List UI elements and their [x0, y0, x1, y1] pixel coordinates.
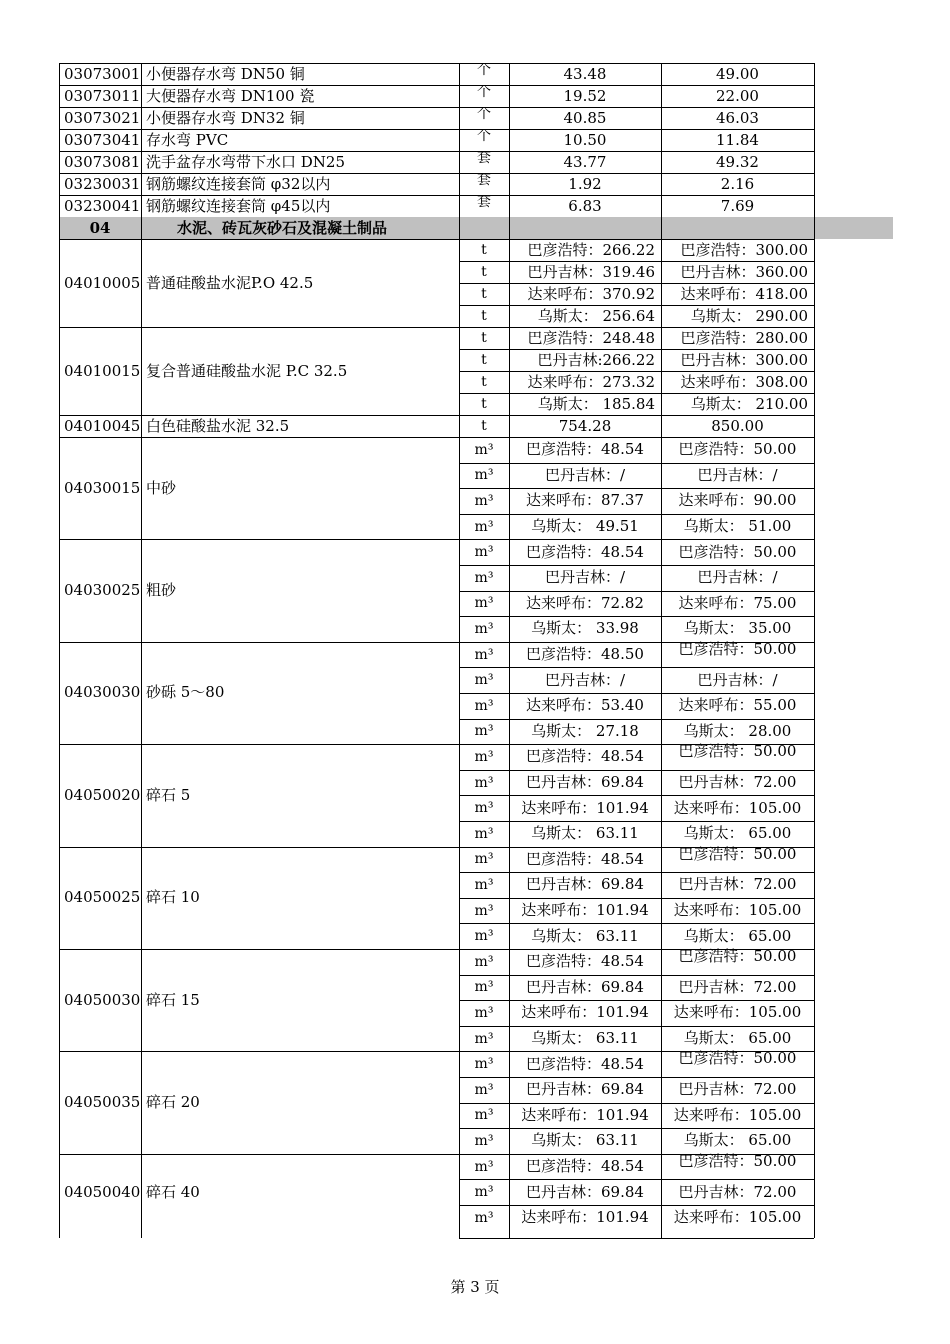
- price-cell: 达来呼布：105.00: [673, 798, 802, 817]
- item-name: 碎石 5: [146, 785, 191, 804]
- unit-cell: m³: [474, 1158, 494, 1175]
- grid-line: [814, 63, 815, 1238]
- price-incl-cell: 乌斯太： 33.98: [531, 619, 639, 638]
- price-incl-cell: 754.28: [558, 416, 612, 435]
- price-cell: 达来呼布：105.00: [673, 1208, 802, 1227]
- item-code: 04050030: [64, 990, 141, 1009]
- price-cell: 巴彦浩特：50.00: [678, 947, 797, 965]
- price-cell: 达来呼布：90.00: [678, 491, 797, 510]
- unit-cell: m³: [474, 979, 494, 996]
- unit-cell: m³: [474, 928, 494, 945]
- price-incl-cell: 巴丹吉林：/: [544, 465, 626, 484]
- grid-line: [459, 1238, 814, 1239]
- price-cell: 2.16: [720, 174, 755, 193]
- item-name: 小便器存水弯 DN50 铜: [146, 64, 305, 83]
- unit-cell: 套: [477, 173, 491, 188]
- section-code: 04: [59, 217, 141, 239]
- price-incl-cell: 1.92: [568, 174, 602, 193]
- item-name: 存水弯 PVC: [146, 130, 229, 149]
- unit-cell: t: [481, 396, 487, 412]
- price-incl-cell: 达来呼布：87.37: [526, 491, 644, 510]
- price-incl-cell: 巴彦浩特：48.54: [526, 542, 644, 561]
- item-code: 03073021: [64, 108, 141, 127]
- item-code: 04010015: [64, 361, 141, 380]
- price-cell: 巴彦浩特：50.00: [678, 742, 797, 761]
- item-code: 04050020: [64, 785, 141, 804]
- item-name: 碎石 20: [146, 1093, 200, 1112]
- unit-cell: 个: [477, 107, 491, 122]
- unit-cell: m³: [474, 569, 494, 586]
- price-incl-cell: 6.83: [568, 196, 602, 215]
- unit-cell: t: [481, 308, 487, 324]
- unit-cell: m³: [474, 441, 494, 458]
- unit-cell: m³: [474, 1030, 494, 1047]
- price-incl-cell: 10.50: [563, 130, 607, 149]
- unit-cell: m³: [474, 723, 494, 740]
- item-name: 大便器存水弯 DN100 瓷: [146, 86, 315, 105]
- unit-cell: m³: [474, 851, 494, 868]
- unit-cell: m³: [474, 467, 494, 484]
- price-incl-cell: 乌斯太： 63.11: [531, 1029, 639, 1048]
- price-incl-cell: 巴丹吉林：69.84: [526, 1182, 644, 1201]
- price-cell: 22.00: [716, 86, 759, 105]
- price-cell: 巴彦浩特：50.00: [678, 440, 797, 459]
- price-incl-cell: 巴彦浩特：48.54: [526, 849, 644, 868]
- price-incl-cell: 达来呼布：101.94: [521, 1208, 649, 1227]
- price-incl-cell: 巴丹吉林：/: [544, 568, 626, 587]
- unit-cell: t: [481, 352, 487, 368]
- price-cell: 巴丹吉林：72.00: [678, 977, 797, 996]
- price-cell: 巴彦浩特：50.00: [678, 1151, 797, 1170]
- price-incl-cell: 乌斯太： 27.18: [531, 721, 639, 740]
- price-cell: 850.00: [711, 416, 764, 435]
- unit-cell: t: [481, 330, 487, 346]
- unit-cell: m³: [474, 620, 494, 637]
- page-number: 第 3 页: [450, 1278, 500, 1296]
- item-name: 砂砾 5～80: [146, 683, 225, 702]
- price-incl-cell: 乌斯太： 63.11: [531, 926, 639, 945]
- unit-cell: m³: [474, 774, 494, 791]
- unit-cell: m³: [474, 1209, 494, 1226]
- price-incl-cell: 43.48: [563, 64, 607, 83]
- price-incl-cell: 巴彦浩特：48.54: [526, 952, 644, 971]
- item-code: 04030015: [64, 478, 141, 497]
- grid-line: [141, 63, 142, 1238]
- price-incl-cell: 乌斯太： 49.51: [531, 517, 639, 536]
- unit-cell: m³: [474, 1056, 494, 1073]
- unit-cell: m³: [474, 492, 494, 509]
- price-incl-cell: 40.85: [563, 108, 607, 127]
- unit-cell: m³: [474, 518, 494, 535]
- unit-cell: m³: [474, 902, 494, 919]
- grid-line: [661, 63, 662, 1238]
- price-incl-cell: 巴丹吉林：69.84: [526, 1080, 644, 1099]
- price-cell: 7.69: [720, 196, 755, 215]
- price-cell: 达来呼布：105.00: [673, 901, 802, 920]
- item-name: 粗砂: [146, 581, 177, 600]
- price-incl-cell: 乌斯太： 63.11: [531, 824, 639, 843]
- price-incl-cell: 巴彦浩特：48.54: [526, 747, 644, 766]
- item-name: 普通硅酸盐水泥P.O 42.5: [146, 273, 314, 292]
- unit-cell: t: [481, 242, 487, 258]
- price-incl-cell: 达来呼布：72.82: [526, 593, 644, 612]
- price-incl-cell: 乌斯太： 185.84: [537, 394, 655, 413]
- price-cell: 巴丹吉林：72.00: [678, 1182, 797, 1201]
- unit-cell: 套: [477, 151, 491, 166]
- price-cell: 巴丹吉林：72.00: [678, 875, 797, 894]
- item-code: 04010005: [64, 273, 141, 292]
- price-cell: 达来呼布：75.00: [678, 593, 797, 612]
- grid-line: [509, 63, 510, 1238]
- unit-cell: m³: [474, 697, 494, 714]
- unit-cell: m³: [474, 876, 494, 893]
- unit-cell: 个: [477, 63, 491, 78]
- unit-cell: 套: [477, 195, 491, 210]
- price-incl-cell: 巴彦浩特：48.54: [526, 1157, 644, 1176]
- item-code: 03073081: [64, 152, 141, 171]
- price-incl-cell: 巴丹吉林：69.84: [526, 977, 644, 996]
- unit-cell: m³: [474, 1081, 494, 1098]
- price-cell: 达来呼布：308.00: [680, 372, 808, 391]
- unit-cell: m³: [474, 748, 494, 765]
- price-incl-cell: 巴丹吉林：319.46: [527, 262, 655, 281]
- grid-line: [459, 63, 460, 1238]
- item-code: 03230041: [64, 196, 141, 215]
- price-incl-cell: 达来呼布：101.94: [521, 1003, 649, 1022]
- item-name: 碎石 40: [146, 1182, 200, 1201]
- unit-cell: m³: [474, 800, 494, 817]
- price-cell: 达来呼布：105.00: [673, 1105, 802, 1124]
- price-cell: 乌斯太： 210.00: [690, 394, 808, 413]
- price-incl-cell: 达来呼布：370.92: [527, 284, 655, 303]
- unit-cell: 个: [477, 129, 491, 144]
- price-incl-cell: 达来呼布：53.40: [526, 696, 644, 715]
- unit-cell: m³: [474, 1107, 494, 1124]
- item-name: 钢筋螺纹连接套筒 φ32以内: [146, 174, 331, 193]
- price-cell: 巴丹吉林：300.00: [680, 350, 808, 369]
- price-cell: 巴丹吉林：/: [697, 568, 778, 587]
- item-code: 04050035: [64, 1093, 141, 1112]
- item-name: 洗手盆存水弯带下水口 DN25: [146, 152, 346, 171]
- item-name: 碎石 10: [146, 888, 200, 907]
- price-cell: 11.84: [716, 130, 759, 149]
- price-incl-cell: 达来呼布：101.94: [521, 798, 649, 817]
- price-incl-cell: 达来呼布：273.32: [527, 372, 655, 391]
- price-cell: 乌斯太： 35.00: [683, 619, 792, 638]
- price-cell: 达来呼布：418.00: [680, 284, 808, 303]
- price-incl-cell: 巴彦浩特：48.54: [526, 440, 644, 459]
- unit-cell: t: [481, 286, 487, 302]
- price-cell: 巴彦浩特：50.00: [678, 639, 797, 658]
- item-name: 复合普通硅酸盐水泥 P.C 32.5: [146, 361, 348, 380]
- price-incl-cell: 巴丹吉林：/: [544, 670, 626, 689]
- price-incl-cell: 巴彦浩特：48.50: [526, 645, 644, 664]
- price-cell: 达来呼布：105.00: [673, 1003, 802, 1022]
- item-name: 钢筋螺纹连接套筒 φ45以内: [146, 196, 331, 215]
- item-code: 03073041: [64, 130, 141, 149]
- item-code: 04050040: [64, 1182, 141, 1201]
- item-name: 小便器存水弯 DN32 铜: [146, 108, 305, 127]
- price-cell: 巴丹吉林：72.00: [678, 1080, 797, 1099]
- price-cell: 巴丹吉林：360.00: [680, 262, 808, 281]
- price-cell: 46.03: [716, 108, 759, 127]
- price-incl-cell: 19.52: [563, 86, 607, 105]
- unit-cell: m³: [474, 595, 494, 612]
- price-incl-cell: 巴丹吉林：69.84: [526, 773, 644, 792]
- price-cell: 乌斯太： 65.00: [683, 824, 792, 843]
- price-incl-cell: 巴丹吉林：69.84: [526, 875, 644, 894]
- unit-cell: 个: [477, 85, 491, 100]
- unit-cell: m³: [474, 953, 494, 970]
- item-name: 碎石 15: [146, 990, 200, 1009]
- unit-cell: m³: [474, 1184, 494, 1201]
- unit-cell: m³: [474, 1132, 494, 1149]
- item-name: 白色硅酸盐水泥 32.5: [146, 416, 290, 435]
- price-incl-cell: 巴彦浩特：266.22: [527, 240, 655, 259]
- price-cell: 巴彦浩特：50.00: [678, 1049, 797, 1068]
- price-incl-cell: 43.77: [563, 152, 607, 171]
- item-code: 03230031: [64, 174, 141, 193]
- price-incl-cell: 达来呼布：101.94: [521, 901, 649, 920]
- price-incl-cell: 巴彦浩特：48.54: [526, 1054, 644, 1073]
- unit-cell: m³: [474, 672, 494, 689]
- price-cell: 乌斯太： 65.00: [683, 1131, 792, 1150]
- item-code: 04030030: [64, 683, 141, 702]
- price-cell: 巴丹吉林：72.00: [678, 773, 797, 792]
- unit-cell: t: [481, 374, 487, 390]
- unit-cell: m³: [474, 646, 494, 663]
- item-code: 04050025: [64, 888, 141, 907]
- price-cell: 巴丹吉林：/: [697, 465, 778, 484]
- item-code: 04030025: [64, 581, 141, 600]
- price-incl-cell: 乌斯太： 63.11: [531, 1131, 639, 1150]
- price-cell: 乌斯太： 65.00: [683, 926, 792, 945]
- price-cell: 49.32: [716, 152, 759, 171]
- price-incl-cell: 巴彦浩特：248.48: [527, 328, 655, 347]
- price-cell: 巴彦浩特：50.00: [678, 542, 797, 561]
- unit-cell: m³: [474, 1004, 494, 1021]
- item-name: 中砂: [146, 478, 177, 497]
- item-code: 04010045: [64, 416, 141, 435]
- price-cell: 达来呼布：55.00: [678, 696, 797, 715]
- unit-cell: t: [481, 418, 487, 434]
- price-cell: 49.00: [716, 64, 759, 83]
- unit-cell: t: [481, 264, 487, 280]
- price-incl-cell: 巴丹吉林:266.22: [537, 350, 655, 369]
- price-incl-cell: 达来呼布：101.94: [521, 1105, 649, 1124]
- price-incl-cell: 乌斯太： 256.64: [537, 306, 655, 325]
- price-cell: 乌斯太： 28.00: [683, 721, 792, 740]
- item-code: 03073011: [64, 86, 141, 105]
- price-cell: 乌斯太： 290.00: [690, 306, 808, 325]
- price-cell: 巴彦浩特：300.00: [680, 240, 808, 259]
- item-code: 03073001: [64, 64, 141, 83]
- price-cell: 乌斯太： 65.00: [683, 1029, 792, 1048]
- price-cell: 乌斯太： 51.00: [683, 517, 792, 536]
- price-cell: 巴彦浩特：280.00: [680, 328, 808, 347]
- unit-cell: m³: [474, 544, 494, 561]
- unit-cell: m³: [474, 825, 494, 842]
- grid-line: [59, 63, 60, 1238]
- price-cell: 巴丹吉林：/: [697, 670, 778, 689]
- section-title: 水泥、砖瓦灰砂石及混凝土制品: [141, 217, 459, 239]
- price-cell: 巴彦浩特：50.00: [678, 844, 797, 863]
